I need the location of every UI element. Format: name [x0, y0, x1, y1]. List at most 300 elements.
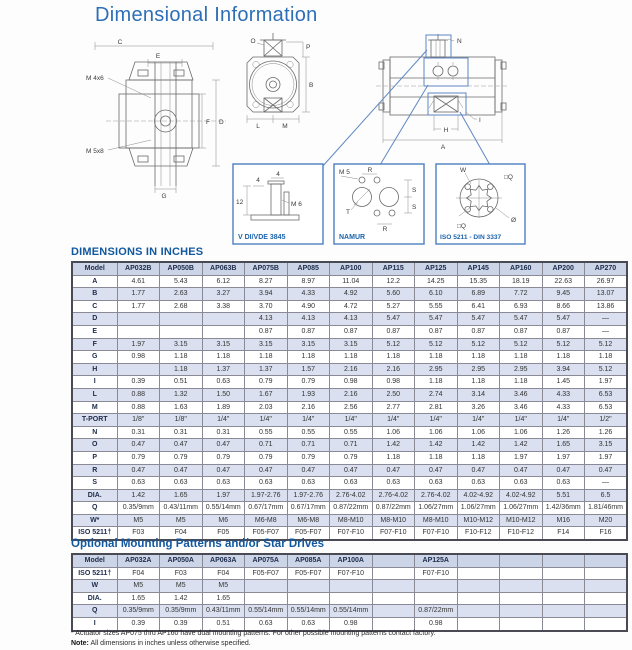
table-cell [500, 567, 543, 580]
table-cell: 4.90 [287, 300, 330, 313]
table-cell: F03 [160, 567, 203, 580]
table-cell: 2.63 [160, 288, 203, 301]
dim-label-m5x8: M 5x8 [86, 148, 104, 155]
table-cell: 2.81 [415, 401, 458, 414]
table-cell: 3.15 [287, 338, 330, 351]
table-cell: 1.18 [415, 451, 458, 464]
inset-namur [334, 164, 424, 244]
table-cell: 0.63 [500, 477, 543, 490]
table-cell: 1/4" [542, 414, 585, 427]
table-cell: 2.76-4.02 [372, 489, 415, 502]
table-cell: F07-F10 [330, 527, 373, 540]
table-cell: 1/4" [287, 414, 330, 427]
table-cell: 4.13 [330, 313, 373, 326]
table-cell: — [585, 325, 628, 338]
dim-label-g: G [161, 193, 167, 200]
table-cell: 2.76-4.02 [415, 489, 458, 502]
table-cell: 3.15 [585, 439, 628, 452]
namur-label: NAMUR [339, 234, 366, 241]
row-label: DIA. [72, 592, 117, 605]
table-cell: 0.47 [117, 439, 160, 452]
table-cell: 0.87/22mm [415, 605, 458, 618]
table-cell: 1.97 [117, 338, 160, 351]
column-header: AP050B [160, 262, 203, 275]
table-cell: 0.47 [160, 464, 203, 477]
table-cell: 0.43/11mm [160, 502, 203, 515]
table-cell: 1/8" [117, 414, 160, 427]
vdi-dim-m6: M 6 [291, 201, 302, 208]
column-header: AP115 [372, 262, 415, 275]
table-cell: 1.18 [160, 363, 203, 376]
table-cell: 0.71 [287, 439, 330, 452]
table-cell: 0.47 [160, 439, 203, 452]
table-row [72, 376, 627, 389]
table-cell [457, 567, 500, 580]
column-header: AP032A [117, 554, 160, 567]
table-cell: 0.55/14mm [202, 502, 245, 515]
table-cell: 1.97 [202, 489, 245, 502]
table-cell: 3.27 [202, 288, 245, 301]
table-cell [245, 580, 288, 593]
table-cell: M5 [160, 580, 203, 593]
table-cell: 1.89 [202, 401, 245, 414]
table-cell: 0.79 [287, 451, 330, 464]
table-cell [457, 580, 500, 593]
iso-w: W [460, 167, 467, 174]
table-cell: 0.88 [117, 401, 160, 414]
column-header: AP125 [415, 262, 458, 275]
table-cell: F07-F10 [330, 567, 373, 580]
table-cell: 0.35/9mm [160, 605, 203, 618]
table-cell: 0.79 [117, 451, 160, 464]
table-cell: F16 [585, 527, 628, 540]
vdi-dim-12: 12 [236, 199, 244, 206]
table-cell: F04 [202, 567, 245, 580]
table-cell: 0.55 [330, 426, 373, 439]
column-header [542, 554, 585, 567]
table-cell: 1.06/27mm [415, 502, 458, 515]
table-cell: 0.47 [542, 464, 585, 477]
table-cell: 0.87 [245, 325, 288, 338]
namur-s-upper: S [412, 187, 417, 194]
table-cell: 0.55 [245, 426, 288, 439]
inset-iso5211 [436, 164, 525, 244]
table-cell: 1.97 [585, 451, 628, 464]
table-cell: 0.98 [117, 351, 160, 364]
table-cell: 5.47 [415, 313, 458, 326]
table-cell: 5.47 [457, 313, 500, 326]
dim-label-m4x6: M 4x6 [86, 75, 104, 82]
dim-label-o: O [250, 38, 256, 45]
row-label: L [72, 388, 117, 401]
table-cell: 0.47 [330, 464, 373, 477]
row-label: R [72, 464, 117, 477]
table-row [72, 300, 627, 313]
table-cell: F05-F07 [245, 527, 288, 540]
table-row [72, 363, 627, 376]
footnote-note [71, 640, 251, 647]
table-cell: 1.18 [585, 351, 628, 364]
table-cell: 0.63 [287, 617, 330, 630]
table-cell: 1.18 [500, 351, 543, 364]
table-cell [330, 592, 373, 605]
side-view-drawing [86, 39, 226, 200]
table-cell: 11.04 [330, 275, 373, 288]
table-cell: 0.51 [202, 617, 245, 630]
table-cell: 6.5 [585, 489, 628, 502]
table-cell: 0.63 [372, 477, 415, 490]
table-cell: 1.77 [117, 288, 160, 301]
table-cell: 0.55 [287, 426, 330, 439]
row-label: S [72, 477, 117, 490]
column-header: AP063A [202, 554, 245, 567]
row-label: P [72, 451, 117, 464]
namur-r-top: R [367, 167, 373, 174]
table-cell: 6.93 [500, 300, 543, 313]
table-cell: 0.63 [330, 477, 373, 490]
table-cell: 0.71 [245, 439, 288, 452]
dim-label-a: A [440, 144, 446, 151]
table-cell: 6.10 [415, 288, 458, 301]
column-header: Model [72, 554, 117, 567]
table-cell: 0.63 [202, 477, 245, 490]
column-header: Model [72, 262, 117, 275]
table-cell: 5.12 [415, 338, 458, 351]
table-row [72, 414, 627, 427]
table-cell: 0.79 [245, 376, 288, 389]
table-cell: 1.42 [160, 592, 203, 605]
table-cell: 0.51 [160, 376, 203, 389]
table-cell: 2.95 [457, 363, 500, 376]
table-cell: 13.07 [585, 288, 628, 301]
table-cell: 0.47 [372, 464, 415, 477]
footnote-note-text: All dimensions in inches unless otherwise specified. [90, 640, 251, 647]
table-cell [542, 617, 585, 630]
table-cell: 1.06 [372, 426, 415, 439]
table-cell [245, 592, 288, 605]
table-cell: 12.2 [372, 275, 415, 288]
front-view-drawing [322, 34, 508, 167]
table-cell: 0.98 [330, 376, 373, 389]
table-cell [287, 592, 330, 605]
table-cell: 1/8" [160, 414, 203, 427]
table-cell: F10-F12 [500, 527, 543, 540]
iso-label: ISO 5211 - DIN 3337 [440, 234, 502, 241]
table-cell: 1.26 [585, 426, 628, 439]
table-cell: 1.45 [542, 376, 585, 389]
table-cell [372, 605, 415, 618]
table-cell [202, 325, 245, 338]
table-cell: 15.35 [457, 275, 500, 288]
row-label: W [72, 580, 117, 593]
table-cell: 0.43/11mm [202, 605, 245, 618]
table-cell [117, 363, 160, 376]
table-cell: 0.63 [542, 477, 585, 490]
table-cell: 4.92 [330, 288, 373, 301]
table-cell: 0.87 [330, 325, 373, 338]
table-cell: 6.53 [585, 388, 628, 401]
table-cell: 2.77 [372, 401, 415, 414]
table-cell: 1.42/36mm [542, 502, 585, 515]
table-cell: F07-F10 [415, 567, 458, 580]
table-cell: 4.13 [287, 313, 330, 326]
table-cell [457, 617, 500, 630]
table-cell [542, 580, 585, 593]
table-cell: 1.18 [330, 351, 373, 364]
table-cell: 0.87 [500, 325, 543, 338]
table-cell: 1.18 [415, 376, 458, 389]
table-cell: 0.63 [160, 477, 203, 490]
table-cell [372, 592, 415, 605]
table-cell: 1.37 [202, 363, 245, 376]
table-cell: 0.63 [245, 617, 288, 630]
dim-label-c: C [117, 39, 123, 46]
table-row [72, 617, 627, 630]
table-cell [500, 580, 543, 593]
table-cell: F05-F07 [287, 527, 330, 540]
table-cell: 2.16 [330, 363, 373, 376]
table-cell [542, 567, 585, 580]
table-cell: 0.63 [245, 477, 288, 490]
table-cell: 1/2" [585, 414, 628, 427]
table-cell: 1.65 [160, 489, 203, 502]
table-cell: 0.87 [415, 325, 458, 338]
table-cell [542, 605, 585, 618]
table-cell: F04 [117, 567, 160, 580]
vdi-dim-4a: 4 [256, 177, 260, 184]
table-cell: 2.16 [330, 388, 373, 401]
table-cell: 5.12 [585, 338, 628, 351]
table-cell: 1.57 [287, 363, 330, 376]
row-label: E [72, 325, 117, 338]
iso-q-bottom: □Q [457, 223, 466, 230]
table-cell [160, 313, 203, 326]
vdi-dim-4b: 4 [276, 171, 280, 178]
table-cell: 1.26 [542, 426, 585, 439]
table-cell: 0.47 [202, 464, 245, 477]
optional-heading: Optional Mounting Patterns and/or Star Drives [71, 538, 325, 550]
table-cell: 1.65 [117, 592, 160, 605]
table-cell: 1.63 [160, 401, 203, 414]
table-cell: 1/4" [415, 414, 458, 427]
table-cell: M5 [202, 580, 245, 593]
table-cell: M5 [117, 580, 160, 593]
column-header: AP160 [500, 262, 543, 275]
table-cell: 0.47 [500, 464, 543, 477]
table-cell [202, 313, 245, 326]
table-cell: 8.27 [245, 275, 288, 288]
table-cell: 2.95 [500, 363, 543, 376]
table-cell: 3.46 [500, 388, 543, 401]
table-cell: 2.95 [415, 363, 458, 376]
dim-label-e: E [155, 53, 161, 60]
table-cell: 6.53 [585, 401, 628, 414]
table-cell: 26.97 [585, 275, 628, 288]
table-row [72, 426, 627, 439]
column-header: AP085A [287, 554, 330, 567]
table-cell: F05-F07 [245, 567, 288, 580]
namur-m5: M 5 [339, 169, 350, 176]
table-cell: 22.63 [542, 275, 585, 288]
table-header-row [72, 262, 627, 275]
table-cell: 0.63 [287, 477, 330, 490]
table-row [72, 288, 627, 301]
table-cell: 0.47 [202, 439, 245, 452]
table-cell: M6-M8 [287, 514, 330, 527]
table-cell: 4.33 [287, 288, 330, 301]
table-cell [500, 617, 543, 630]
table-cell [372, 567, 415, 580]
table-cell: 0.31 [160, 426, 203, 439]
table-cell [415, 592, 458, 605]
column-header: AP100A [330, 554, 373, 567]
table-cell: 5.12 [585, 363, 628, 376]
table-cell: F04 [160, 527, 203, 540]
namur-t: T [346, 209, 350, 216]
table-row [72, 388, 627, 401]
table-cell: 0.87/22mm [372, 502, 415, 515]
inset-vdi-vde [233, 164, 323, 244]
column-header: AP100 [330, 262, 373, 275]
table-cell: 1.18 [287, 351, 330, 364]
table-cell: 3.94 [245, 288, 288, 301]
row-label: Q [72, 502, 117, 515]
column-header: AP050A [160, 554, 203, 567]
table-cell: 0.71 [330, 439, 373, 452]
table-cell: 0.39 [117, 376, 160, 389]
table-cell: 1.97 [542, 451, 585, 464]
row-label: B [72, 288, 117, 301]
table-cell: 0.67/17mm [245, 502, 288, 515]
table-cell: 1/4" [372, 414, 415, 427]
dim-label-l: L [256, 123, 260, 130]
table-cell: 1.18 [160, 351, 203, 364]
table-cell: 1.06 [500, 426, 543, 439]
row-label: I [72, 617, 117, 630]
table-cell: 1.93 [287, 388, 330, 401]
table-cell: 5.51 [542, 489, 585, 502]
table-row [72, 439, 627, 452]
table-cell [457, 592, 500, 605]
table-cell: 0.47 [585, 464, 628, 477]
table-cell: 8.97 [287, 275, 330, 288]
table-cell: 5.47 [542, 313, 585, 326]
iso-q-top: □Q [504, 174, 513, 181]
table-cell: 2.68 [160, 300, 203, 313]
table-cell: 1.18 [457, 451, 500, 464]
table-row [72, 464, 627, 477]
table-cell: 7.72 [500, 288, 543, 301]
table-cell [415, 580, 458, 593]
table-cell: 5.12 [372, 338, 415, 351]
row-label: DIA. [72, 489, 117, 502]
row-label: F [72, 338, 117, 351]
table-cell: F10-F12 [457, 527, 500, 540]
table-cell: 9.45 [542, 288, 585, 301]
table-cell: 2.56 [330, 401, 373, 414]
table-cell: 1.18 [542, 351, 585, 364]
table-row [72, 489, 627, 502]
table-cell [330, 580, 373, 593]
table-cell: F05 [202, 527, 245, 540]
table-cell: 0.39 [160, 617, 203, 630]
table-cell: 1/4" [500, 414, 543, 427]
column-header: AP145 [457, 262, 500, 275]
table-cell: 0.87/22mm [330, 502, 373, 515]
table-cell: 0.63 [117, 477, 160, 490]
table-cell: 4.72 [330, 300, 373, 313]
table-cell: 13.86 [585, 300, 628, 313]
table-cell: 14.25 [415, 275, 458, 288]
table-cell: 1.77 [117, 300, 160, 313]
table-row [72, 351, 627, 364]
table-cell: 1.67 [245, 388, 288, 401]
table-cell: 0.98 [415, 617, 458, 630]
row-label: ISO 5211† [72, 527, 117, 540]
table-cell: 0.87 [287, 325, 330, 338]
table-cell [585, 617, 628, 630]
table-cell: 4.13 [245, 313, 288, 326]
table-cell: 0.79 [245, 451, 288, 464]
table-cell: 5.43 [160, 275, 203, 288]
table-cell: 1.18 [457, 351, 500, 364]
dim-label-p: P [306, 44, 311, 51]
table-cell: F07-F10 [372, 527, 415, 540]
table-cell: M5 [117, 514, 160, 527]
column-header: AP075B [245, 262, 288, 275]
table-cell [542, 592, 585, 605]
table-cell: — [585, 313, 628, 326]
table-cell: 6.89 [457, 288, 500, 301]
table-cell: 5.12 [542, 338, 585, 351]
table-header-row [72, 554, 627, 567]
namur-s-lower: S [412, 204, 417, 211]
row-label: N [72, 426, 117, 439]
table-cell: 4.33 [542, 401, 585, 414]
table-row [72, 313, 627, 326]
table-cell: F07-F10 [415, 527, 458, 540]
row-label: H [72, 363, 117, 376]
table-cell: 1.97 [500, 451, 543, 464]
table-cell: 1.06/27mm [457, 502, 500, 515]
table-cell: 1.42 [415, 439, 458, 452]
table-cell: 2.74 [415, 388, 458, 401]
table-cell: M5 [160, 514, 203, 527]
table-cell: F14 [542, 527, 585, 540]
table-cell: 2.16 [287, 401, 330, 414]
table-cell: 1.42 [117, 489, 160, 502]
table-cell: 1.18 [202, 351, 245, 364]
table-cell: 3.15 [245, 338, 288, 351]
table-cell [585, 567, 628, 580]
table-cell: 0.87 [542, 325, 585, 338]
table-cell: 2.76-4.02 [330, 489, 373, 502]
column-header: AP075A [245, 554, 288, 567]
dim-label-n: N [457, 38, 462, 45]
table-cell [500, 592, 543, 605]
table-cell: 5.55 [415, 300, 458, 313]
column-header: AP270 [585, 262, 628, 275]
table-cell [585, 605, 628, 618]
table-cell: 0.87 [372, 325, 415, 338]
table-row [72, 325, 627, 338]
table-cell: M10-M12 [500, 514, 543, 527]
table-cell: 1.06 [457, 426, 500, 439]
table-cell: 4.02-4.92 [500, 489, 543, 502]
table-cell: 0.67/17mm [287, 502, 330, 515]
table-cell: 3.46 [500, 401, 543, 414]
table-row [72, 477, 627, 490]
